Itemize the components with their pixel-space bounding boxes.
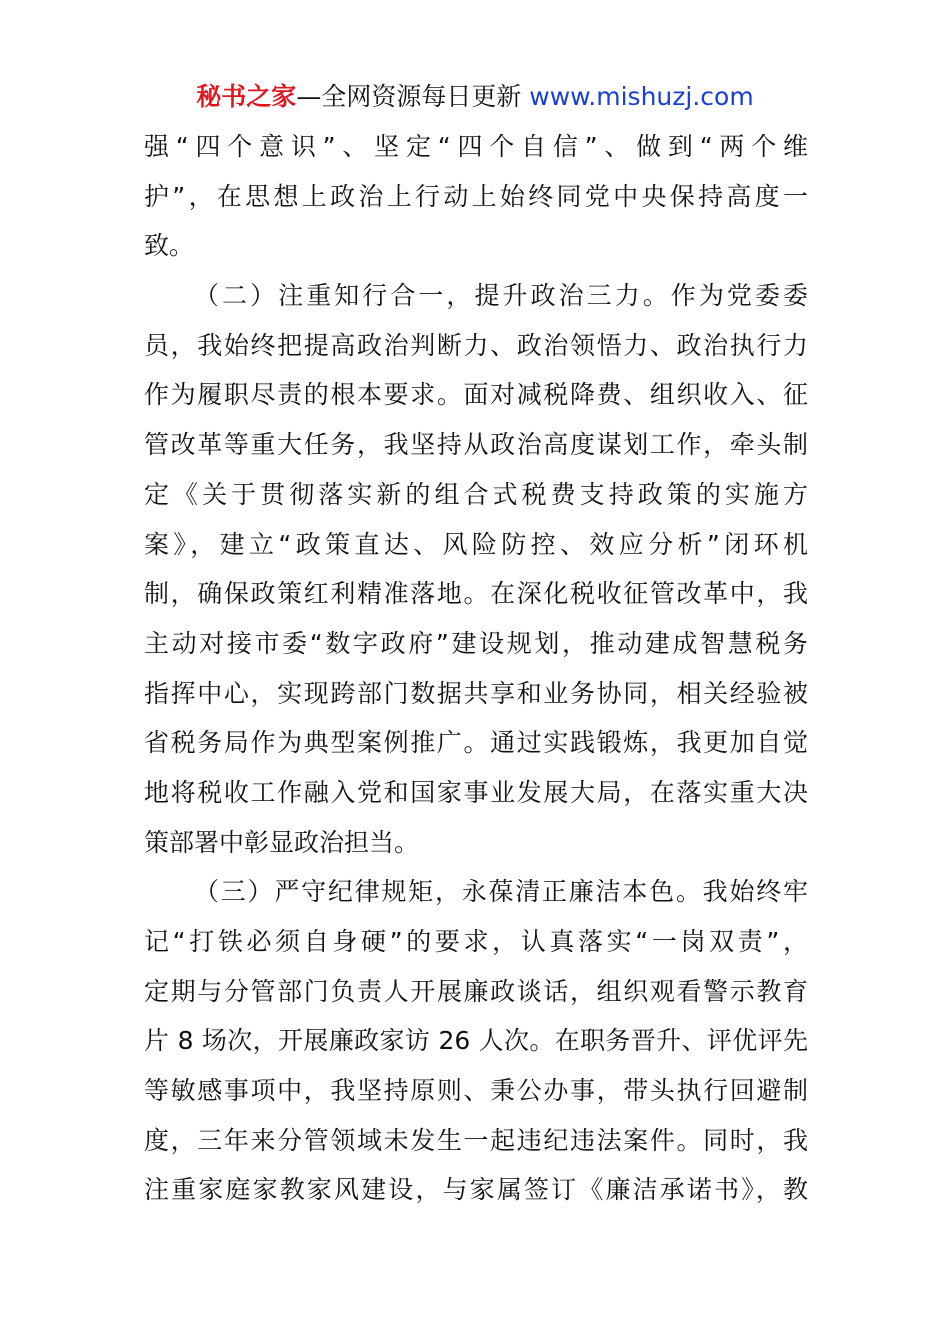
text-line: 定《关于贯彻落实新的组合式税费支持政策的实施方 [144, 479, 808, 509]
text-line: 策部署中彰显政治担当。 [144, 827, 420, 857]
text-line: 制，确保政策红利精准落地。在深化税收征管改革中，我 [144, 579, 808, 609]
text-line: （二）注重知行合一，提升政治三力。作为党委委 [194, 281, 808, 311]
text-line: 员，我始终把提高政治判断力、政治领悟力、政治执行力 [144, 330, 808, 360]
text-line: 等敏感事项中，我坚持原则、秉公办事，带头执行回避制 [144, 1076, 808, 1106]
text-line: 指挥中心，实现跨部门数据共享和业务协同，相关经验被 [144, 678, 808, 708]
text-line: 管改革等重大任务，我坚持从政治高度谋划工作，牵头制 [144, 430, 808, 460]
text-line: 强“四个意识”、坚定“四个自信”、做到“两个维 [144, 132, 808, 161]
site-header [0, 80, 950, 114]
text-line: 致。 [144, 231, 195, 261]
document-body [144, 122, 808, 1215]
text-line: 注重家庭家教家风建设，与家属签订《廉洁承诺书》，教 [144, 1175, 808, 1205]
text-line: 度，三年来分管领域未发生一起违纪违法案件。同时，我 [144, 1125, 808, 1155]
text-line: 护”，在思想上政治上行动上始终同党中央保持高度一 [144, 181, 808, 211]
text-line: 片 8 场次，开展廉政家访 26 人次。在职务晋升、评优评先 [144, 1026, 808, 1056]
text-line: （三）严守纪律规矩，永葆清正廉洁本色。我始终牢 [194, 877, 808, 907]
text-line: 定期与分管部门负责人开展廉政谈话，组织观看警示教育 [144, 976, 808, 1006]
site-tagline: —全网资源每日更新 [296, 82, 530, 111]
text-line: 省税务局作为典型案例推广。通过实践锻炼，我更加自觉 [144, 728, 808, 758]
text-line: 主动对接市委“数字政府”建设规划，推动建成智慧税务 [144, 628, 808, 658]
site-url-link[interactable]: www.mishuzj.com [529, 82, 754, 111]
text-line: 记“打铁必须自身硬”的要求，认真落实“一岗双责”， [144, 927, 808, 956]
text-line: 作为履职尽责的根本要求。面对减税降费、组织收入、征 [144, 380, 808, 410]
text-line: 案》，建立“政策直达、风险防控、效应分析”闭环机 [144, 529, 808, 559]
text-line: 地将税收工作融入党和国家事业发展大局，在落实重大决 [144, 777, 808, 807]
site-brand: 秘书之家 [196, 82, 297, 111]
